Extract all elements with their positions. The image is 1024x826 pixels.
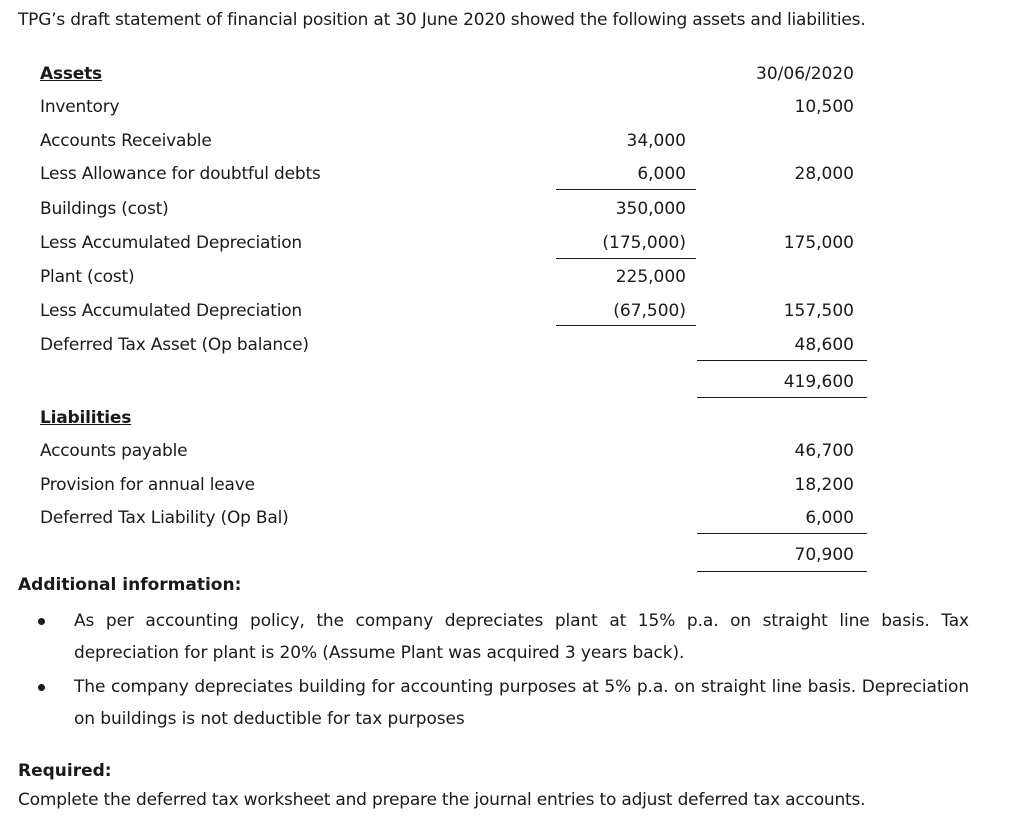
liability-row-label: Provision for annual leave — [40, 475, 255, 495]
liabilities-total: 70,900 — [794, 545, 854, 565]
total-rule — [697, 360, 867, 361]
subtotal-rule — [556, 258, 696, 259]
total-rule — [697, 397, 867, 398]
asset-row-total: 48,600 — [794, 335, 854, 355]
asset-row-subvalue: (175,000) — [602, 233, 686, 253]
asset-row-subvalue: 34,000 — [626, 131, 686, 151]
subtotal-rule — [556, 325, 696, 326]
asset-row-subvalue: 6,000 — [637, 164, 686, 184]
required-title: Required: — [18, 761, 112, 781]
total-rule — [697, 533, 867, 534]
asset-row-label: Buildings (cost) — [40, 199, 169, 219]
asset-row-label: Inventory — [40, 97, 120, 117]
bullet-icon — [38, 684, 45, 691]
additional-info-title: Additional information: — [18, 575, 242, 595]
asset-row-subvalue: (67,500) — [613, 301, 686, 321]
asset-row-total: 157,500 — [783, 301, 854, 321]
asset-row-label: Less Accumulated Depreciation — [40, 233, 303, 253]
liability-row-label: Accounts payable — [40, 441, 188, 461]
required-text: Complete the deferred tax worksheet and prepare the journal entries to adjust deferred tax accounts. — [18, 790, 866, 810]
total-rule — [697, 571, 867, 572]
asset-row-total: 175,000 — [783, 233, 854, 253]
asset-row-label: Deferred Tax Asset (Op balance) — [40, 335, 309, 355]
asset-row-label: Plant (cost) — [40, 267, 135, 287]
liability-row-label: Deferred Tax Liability (Op Bal) — [40, 508, 289, 528]
bullet-item — [18, 671, 969, 737]
intro-text: TPG’s draft statement of financial position at 30 June 2020 showed the following assets and liabilities. — [18, 10, 866, 30]
asset-row-subvalue: 225,000 — [615, 267, 686, 287]
asset-row-total: 10,500 — [794, 97, 854, 117]
bullet-text: The company depreciates building for accounting purposes at 5% p.a. on straight line basis. Depreciation on buildings is not deductible for tax purposes — [74, 677, 969, 729]
asset-row-label: Less Allowance for doubtful debts — [40, 164, 321, 184]
liability-row-value: 6,000 — [805, 508, 854, 528]
asset-row-total: 28,000 — [794, 164, 854, 184]
bullet-item — [18, 605, 969, 671]
liability-row-value: 46,700 — [794, 441, 854, 461]
asset-row-label: Less Accumulated Depreciation — [40, 301, 303, 321]
asset-row-subvalue: 350,000 — [615, 199, 686, 219]
liabilities-heading: Liabilities — [40, 408, 132, 428]
assets-total: 419,600 — [783, 372, 854, 392]
bullet-icon — [38, 618, 45, 625]
date-column-header: 30/06/2020 — [756, 64, 854, 84]
asset-row-label: Accounts Receivable — [40, 131, 212, 151]
liability-row-value: 18,200 — [794, 475, 854, 495]
subtotal-rule — [556, 189, 696, 190]
bullet-text: As per accounting policy, the company depreciates plant at 15% p.a. on straight line basis. Tax depreciation for plant is 20% (Assume Plant was acquired 3 years back). — [74, 611, 969, 663]
assets-heading: Assets — [40, 64, 102, 84]
